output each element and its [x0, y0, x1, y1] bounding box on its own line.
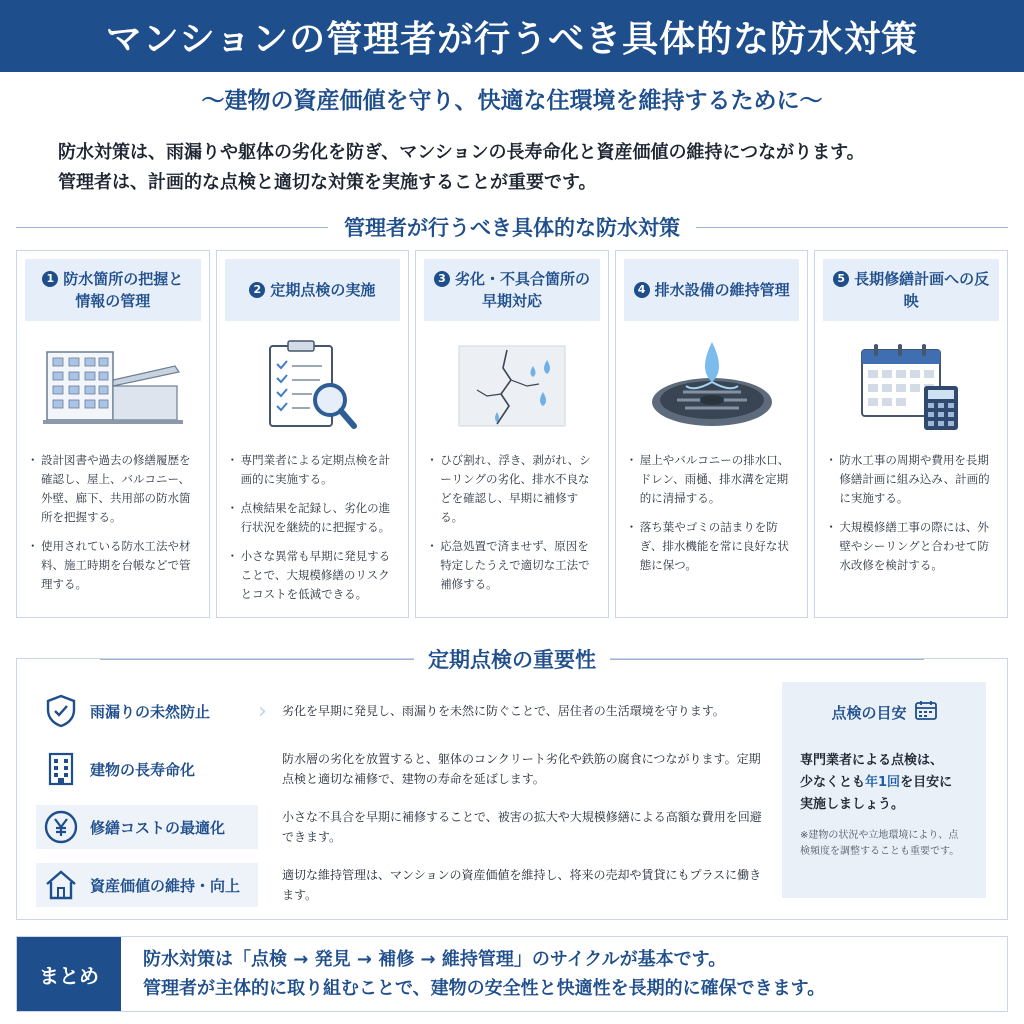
page-title: マンションの管理者が行うべき具体的な防水対策 [105, 18, 919, 60]
card-list [217, 451, 409, 604]
measure-card-1 [16, 250, 210, 618]
section-title: 定期点検の重要性 [414, 644, 610, 674]
card-list [616, 451, 808, 575]
summary-tag: まとめ [17, 937, 121, 1011]
guide-text: を目安に [900, 775, 953, 790]
intro-text [58, 138, 978, 198]
number-badge: 4 [634, 282, 650, 298]
building-icon [44, 752, 78, 786]
importance-label-text: 資産価値の維持・向上 [90, 876, 241, 895]
importance-desc: 適切な維持管理は、マンションの資産価値を維持し、将来の売却や賃貸にもプラスに働きます。 [282, 868, 762, 902]
drain-icon [616, 327, 808, 445]
card-list [416, 451, 608, 594]
page-subtitle: 〜建物の資産価値を守り、快適な住環境を維持するために〜 [201, 88, 823, 114]
clipboard-inspection-icon [217, 327, 409, 445]
divider [610, 659, 924, 660]
importance-row [36, 682, 766, 740]
list-item: ・ 小さな異常も早期に発見することで、大規模修繕のリスクとコストを低減できる。 [231, 547, 397, 604]
list-item: ・ 専門業者による定期点検を計画的に実施する。 [231, 451, 397, 489]
number-badge: 2 [249, 282, 265, 298]
importance-desc: 小さな不具合を早期に補修することで、被害の拡大や大規模修繕による高額な費用を回避できます。 [282, 810, 762, 844]
calendar-icon [915, 700, 937, 724]
importance-desc: 劣化を早期に発見し、雨漏りを未然に防ぐことで、居住者の生活環境を守ります。 [282, 704, 725, 718]
importance-label-text: 建物の長寿命化 [90, 760, 196, 779]
card-title: 防水箇所の把握と 情報の管理 [63, 270, 184, 310]
card-title: 定期点検の実施 [270, 281, 376, 299]
crack-leak-icon [416, 327, 608, 445]
guide-title [800, 700, 968, 724]
list-item: ・ 使用されている防水工法や材料、施工時期を台帳などで管理する。 [31, 537, 197, 594]
card-header [225, 259, 401, 321]
number-badge: 5 [833, 271, 849, 287]
section-heading-importance [0, 644, 1024, 674]
guide-note: ※建物の状況や立地環境により、点検頻度を調整することも重要です。 [800, 830, 960, 857]
importance-label-text: 雨漏りの未然防止 [90, 702, 211, 721]
guide-body-line: 専門業者による点検は、 [800, 753, 944, 768]
building-icon [17, 327, 209, 445]
intro-line-1: 防水対策は、雨漏りや躯体の劣化を防ぎ、マンションの長寿命化と資産価値の維持につながります。 [58, 142, 865, 163]
summary-box [16, 936, 1008, 1012]
intro-line-2: 管理者は、計画的な点検と適切な対策を実施することが重要です。 [58, 172, 597, 193]
measure-card-2 [216, 250, 410, 618]
summary-line-1: 防水対策は「点検 → 発見 → 補修 → 維持管理」のサイクルが基本です。 [143, 949, 727, 970]
divider [100, 659, 414, 660]
guide-text: 少なくとも [800, 775, 866, 790]
summary-line-2: 管理者が主体的に取り組むことで、建物の安全性と快適性を長期的に確保できます。 [143, 978, 826, 999]
divider [696, 227, 1008, 228]
importance-label-text: 修繕コストの最適化 [90, 818, 226, 837]
section-heading-measures [16, 212, 1008, 242]
chevron-right-icon: › [258, 698, 267, 724]
measure-card-4 [615, 250, 809, 618]
list-item: ・ 屋上やバルコニーの排水口、ドレン、雨樋、排水溝を定期的に清掃する。 [630, 451, 796, 508]
house-icon [44, 868, 78, 902]
importance-list [36, 682, 766, 914]
guide-body-line: 実施しましょう。 [800, 797, 905, 812]
card-header [25, 259, 201, 321]
importance-label [36, 747, 258, 791]
list-item: ・ ひび割れ、浮き、剥がれ、シーリングの劣化、排水不良などを確認し、早期に補修する。 [430, 451, 596, 527]
importance-label [36, 863, 258, 907]
list-item: ・ 落ち葉やゴミの詰まりを防ぎ、排水機能を常に良好な状態に保つ。 [630, 518, 796, 575]
summary-text [121, 937, 1007, 1011]
card-title: 長期修繕計画への反映 [854, 270, 990, 310]
importance-row [36, 798, 766, 856]
list-item: ・ 点検結果を記録し、劣化の進行状況を継続的に把握する。 [231, 499, 397, 537]
card-header [823, 259, 999, 321]
list-item: ・ 防水工事の周期や費用を長期修繕計画に組み込み、計画的に実施する。 [829, 451, 995, 508]
guide-body-line [800, 772, 968, 794]
measure-card-5 [814, 250, 1008, 618]
list-item: ・ 応急処置で済ませず、原因を特定したうえで適切な工法で補修する。 [430, 537, 596, 594]
guide-highlight: 年1回 [865, 775, 901, 790]
card-list [815, 451, 1007, 575]
list-item: ・ 大規模修繕工事の際には、外壁やシーリングと合わせて防水改修を検討する。 [829, 518, 995, 575]
importance-row [36, 740, 766, 798]
measures-cards [16, 250, 1008, 618]
card-header [424, 259, 600, 321]
yen-icon [44, 810, 78, 844]
importance-label [36, 805, 258, 849]
calendar-calculator-icon [815, 327, 1007, 445]
shield-check-icon [44, 694, 78, 728]
inspection-guide-box [782, 682, 986, 898]
divider [16, 227, 328, 228]
number-badge: 3 [434, 271, 450, 287]
list-item: ・ 設計図書や過去の修繕履歴を確認し、屋上、バルコニー、外壁、廊下、共用部の防水箇所を把握する。 [31, 451, 197, 527]
card-title: 劣化・不具合箇所の 早期対応 [454, 270, 590, 310]
card-header [624, 259, 800, 321]
number-badge: 1 [42, 271, 58, 287]
measure-card-3 [415, 250, 609, 618]
card-title: 排水設備の維持管理 [654, 281, 790, 299]
importance-desc: 防水層の劣化を放置すると、躯体のコンクリート劣化や鉄筋の腐食につながります。定期点検と適切な補修で、建物の寿命を延ばします。 [282, 752, 761, 786]
section-title: 管理者が行うべき具体的な防水対策 [344, 216, 680, 240]
page-header [0, 0, 1024, 72]
importance-label [36, 689, 258, 733]
guide-title-text: 点検の目安 [831, 703, 907, 722]
card-list [17, 451, 209, 594]
guide-body [800, 750, 968, 816]
importance-row [36, 856, 766, 914]
